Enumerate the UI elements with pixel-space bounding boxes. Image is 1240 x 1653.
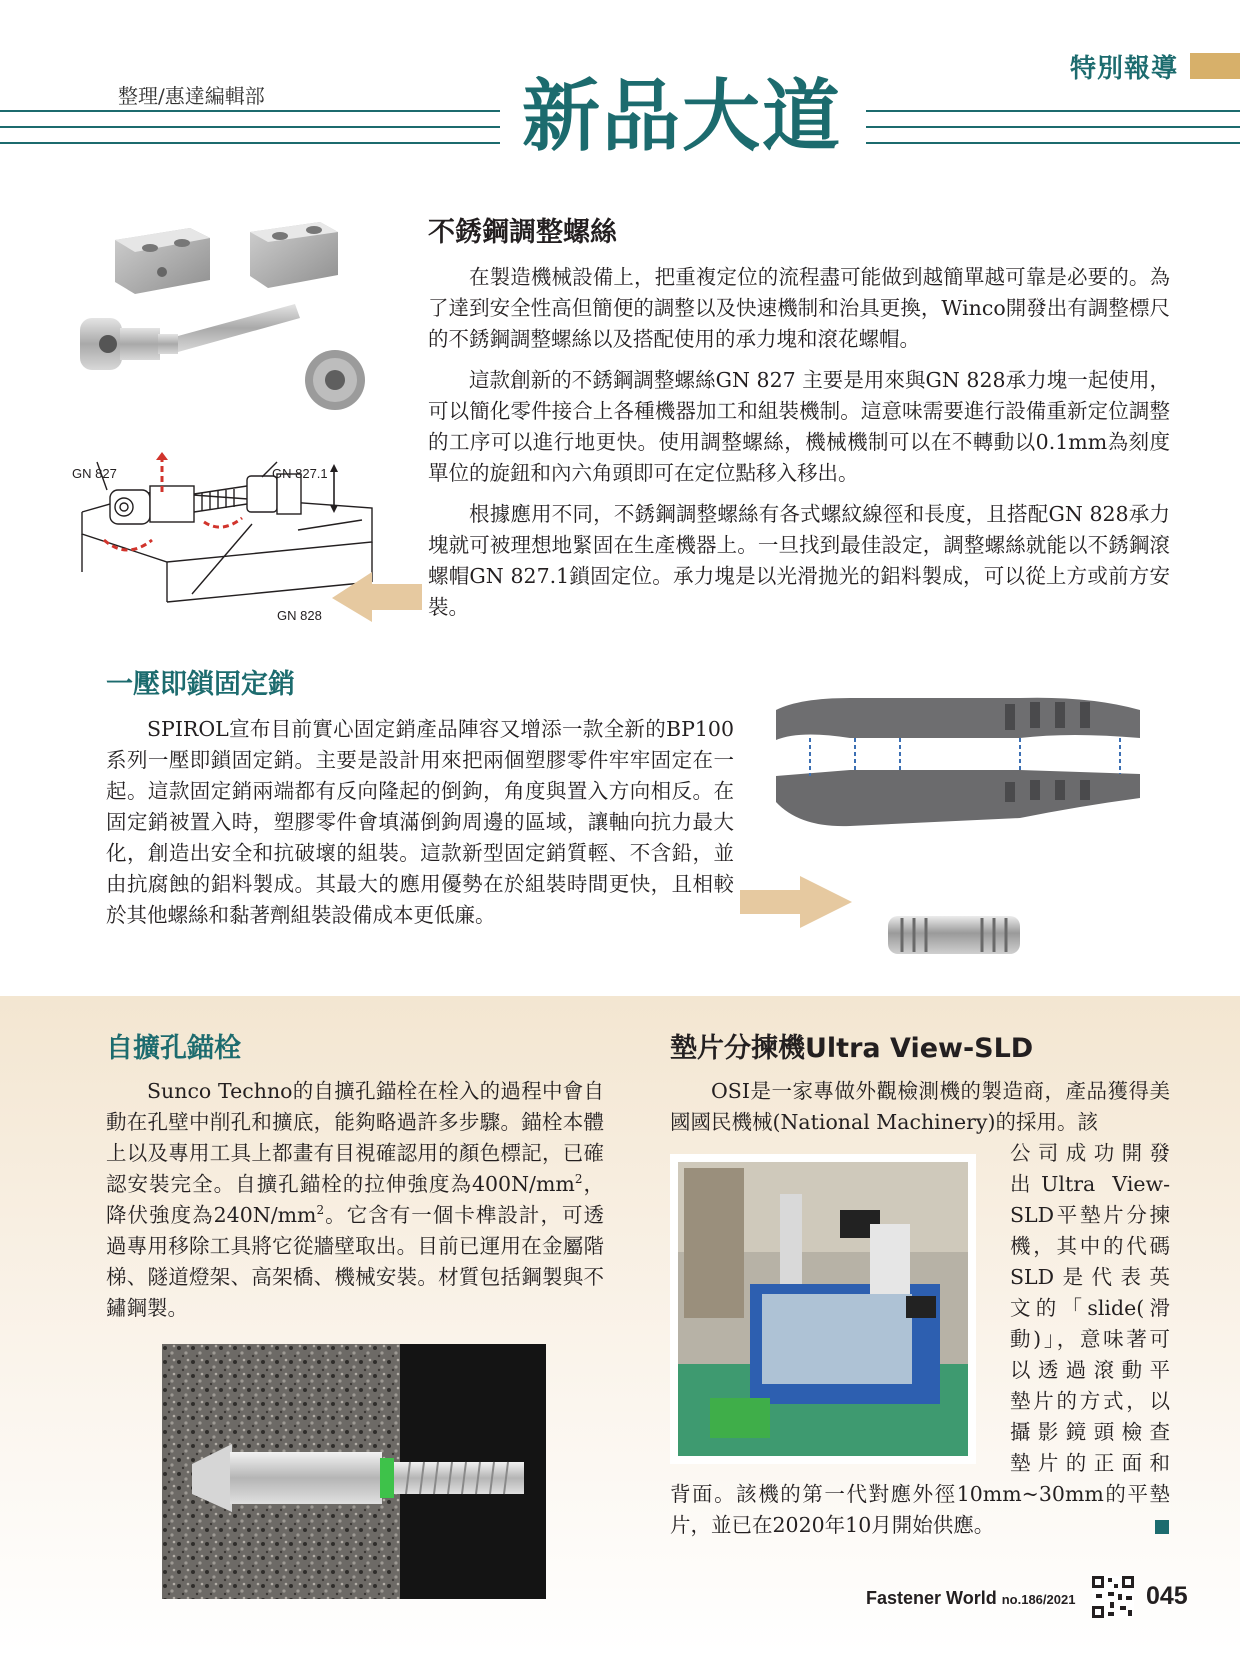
anchor-text-b: ，降伏強度為240N/mm — [106, 1172, 604, 1227]
sorter-para-1: OSI是一家專做外觀檢測機的製造商，產品獲得美國國民機械(National Machinery)的採用。該 — [670, 1079, 1170, 1134]
anchor-para-1 — [106, 1076, 604, 1324]
sorter-heading: 墊片分揀機Ultra View-SLD — [670, 1033, 1034, 1064]
sorter-body-bottom — [670, 1479, 1170, 1541]
pin-body — [106, 714, 734, 931]
sorter-narrow-line: 墊片的正面和 — [1010, 1451, 1170, 1475]
sorter-narrow-line: 機，其中的代碼 — [1010, 1234, 1170, 1258]
section-tag-label: 特別報導 — [1069, 53, 1178, 84]
page-title: 新品大道 — [521, 72, 842, 162]
screw-pointer-arrow — [332, 572, 422, 622]
editor-credit: 整理/惠達編輯部 — [118, 84, 265, 108]
anchor-heading: 自擴孔錨栓 — [106, 1033, 241, 1064]
anchor-body — [106, 1076, 604, 1324]
sorter-narrow-line: 文的「slide(滑 — [1010, 1296, 1170, 1320]
title-rule-left-1 — [0, 110, 500, 112]
sorter-narrow-line: 出Ultra View- — [1010, 1172, 1170, 1196]
sorter-body-top — [670, 1076, 1170, 1138]
sorter-narrow-line: 攝影鏡頭檢查 — [1010, 1420, 1170, 1444]
sorter-narrow-line: 動)」，意味著可 — [1010, 1327, 1170, 1351]
sorter-machine-photo — [670, 1154, 976, 1464]
sorter-narrow-line: SLD平墊片分揀 — [1010, 1203, 1170, 1227]
sorter-narrow-line: 以透過滾動平 — [1010, 1358, 1170, 1382]
screw-para-2: 這款創新的不銹鋼調整螺絲GN 827 主要是用來與GN 828承力塊一起使用，可以簡化零件接合上各種機器加工和組裝機制。這意味需要進行設備重新定位調整的工序可以進行地更快。使用調整螺絲，機械機制可以在不轉動以0.1mm為刻度單位的旋鈕和內六角頭即可在定位點移入移出。 — [428, 368, 1170, 485]
footer-magazine — [866, 1588, 1075, 1609]
sorter-narrow-line: 墊片的方式，以 — [1010, 1389, 1170, 1413]
title-rule-right-1 — [866, 110, 1240, 112]
pin-para-1: SPIROL宣布目前實心固定銷產品陣容又增添一款全新的BP100系列一壓即鎖固定銷。主要是設計用來把兩個塑膠零件牢牢固定在一起。這款固定銷兩端都有反向隆起的倒鉤，角度與置入方向相反。在固定銷被置入時，塑膠零件會填滿倒鉤周邊的區域，讓軸向抗力最大化，創造出安全和抗破壞的組裝。這款新型固定銷質輕、不含鉛，並由抗腐蝕的鋁料製成。其最大的應用優勢在於組裝時間更快，且相較於其他螺絲和黏著劑組裝設備成本更低廉。 — [106, 717, 734, 927]
section-tag-bar — [1190, 53, 1240, 79]
pin-heading: 一壓即鎖固定銷 — [106, 669, 295, 700]
article-end-mark — [1155, 1520, 1169, 1534]
footer-issue: no.186/2021 — [1001, 1592, 1076, 1607]
diagram-label-gn8271: GN 827.1 — [272, 466, 328, 481]
qr-code-icon — [1092, 1576, 1134, 1618]
pin-product-photo — [886, 910, 1022, 960]
screw-assembly-diagram — [72, 452, 422, 632]
anchor-product-photo — [162, 1344, 546, 1599]
anchor-text-c: 。它含有一個卡榫設計，可透過專用移除工具將它從牆壁取出。目前已運用在金屬階梯、隧道燈架、高架橋、機械安裝。材質包括鋼製與不鏽鋼製。 — [106, 1203, 605, 1320]
footer-magazine-name: Fastener World — [866, 1588, 997, 1608]
sorter-narrow-line: SLD是代表英 — [1010, 1265, 1170, 1289]
title-rule-right-3 — [866, 142, 1240, 144]
sorter-para-end: 背面。該機的第一代對應外徑10mm~30mm的平墊片，並已在2020年10月開始供應。 — [670, 1482, 1170, 1537]
anchor-sup-2: 2 — [316, 1203, 325, 1218]
diagram-label-gn827: GN 827 — [72, 466, 117, 481]
sorter-narrow-column — [1010, 1138, 1170, 1479]
screw-heading: 不銹鋼調整螺絲 — [428, 217, 617, 248]
screw-body — [428, 262, 1170, 623]
title-rule-right-2 — [866, 126, 1240, 128]
screw-para-3: 根據應用不同，不銹鋼調整螺絲有各式螺紋線徑和長度，且搭配GN 828承力塊就可被理想地緊固在生產機器上。一旦找到最佳設定，調整螺絲就能以不銹鋼滾螺帽GN 827.1鎖固定位。承力塊是以光滑拋光的鋁料製成，可以從上方或前方安裝。 — [428, 502, 1170, 619]
pin-housing-illustration — [770, 690, 1150, 860]
title-rule-left-2 — [0, 126, 500, 128]
page-number: 045 — [1146, 1582, 1188, 1610]
section-tag — [1070, 50, 1240, 82]
screw-para-1: 在製造機械設備上，把重複定位的流程盡可能做到越簡單越可靠是必要的。為了達到安全性高但簡便的調整以及快速機制和治具更換，Winco開發出有調整標尺的不銹鋼調整螺絲以及搭配使用的承力塊和滾花螺帽。 — [428, 265, 1170, 351]
pin-pointer-arrow — [740, 876, 852, 928]
diagram-label-gn828: GN 828 — [277, 608, 322, 623]
sorter-narrow-line: 公司成功開發 — [1010, 1141, 1170, 1165]
anchor-sup-1: 2 — [574, 1172, 583, 1187]
title-rule-left-3 — [0, 142, 500, 144]
screw-product-photo — [80, 210, 420, 440]
anchor-text-a: Sunco Techno的自擴孔錨栓在栓入的過程中會自動在孔壁中削孔和擴底，能夠略過許多步驟。錨栓本體上以及專用工具上都畫有目視確認用的顏色標記，已確認安裝完全。自擴孔錨栓的拉伸強度為400N/mm — [106, 1079, 604, 1196]
